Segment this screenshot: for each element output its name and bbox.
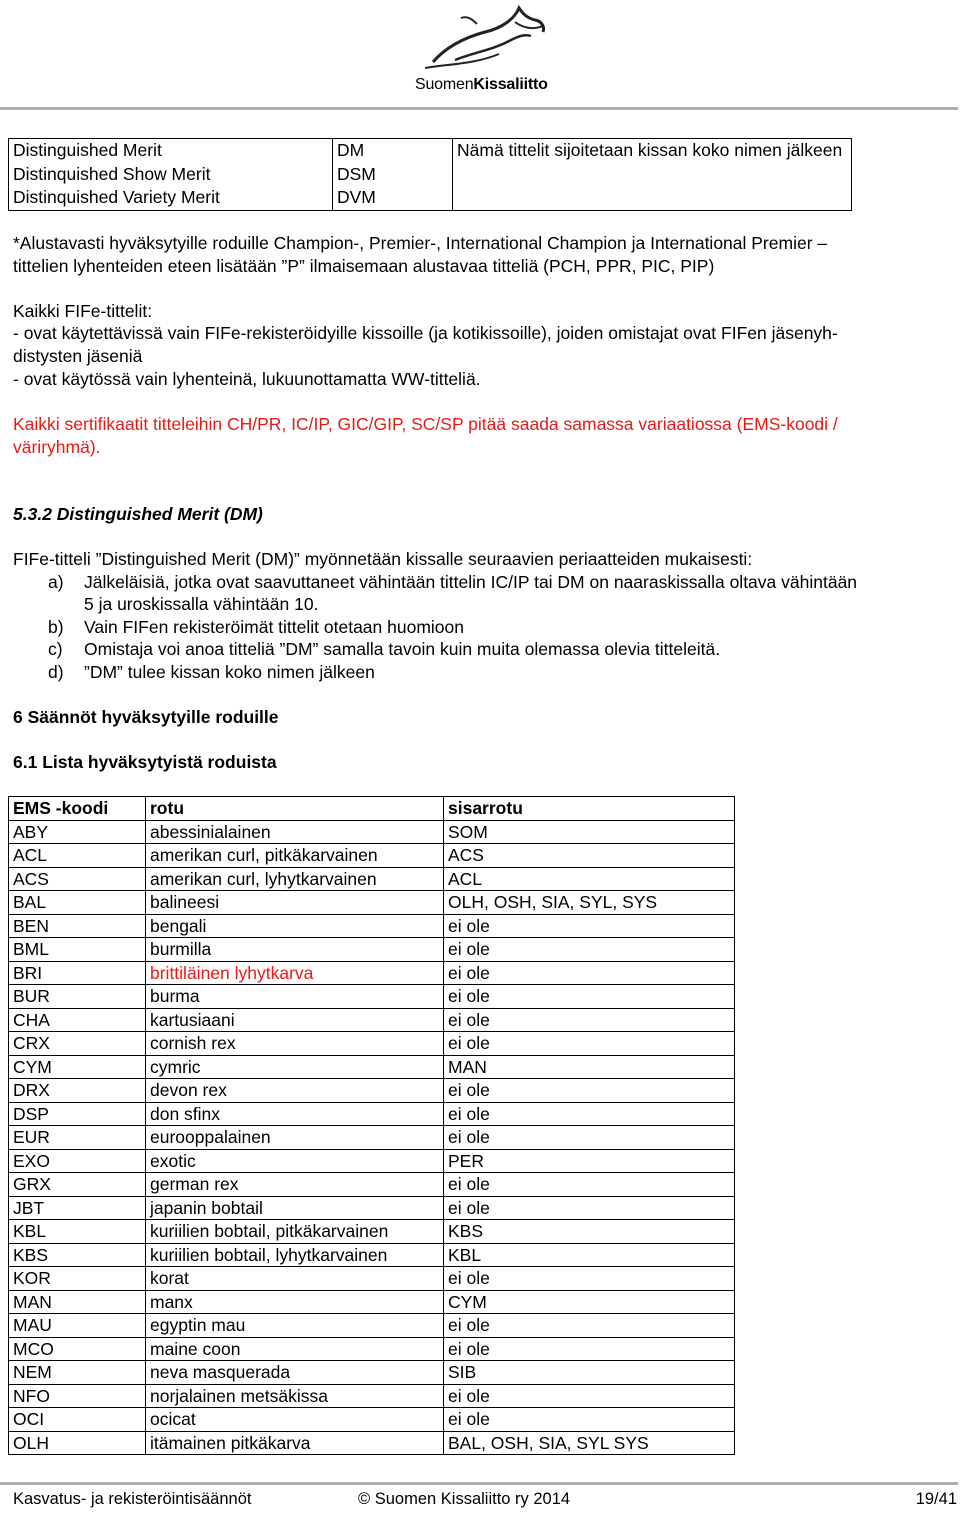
list-label: d) xyxy=(48,662,64,682)
sister-breed-cell: SOM xyxy=(444,820,735,844)
table-row xyxy=(9,1243,735,1267)
table-row xyxy=(9,867,735,891)
table-row xyxy=(9,1008,735,1032)
table-row xyxy=(9,1220,735,1244)
ems-code-cell: OLH xyxy=(9,1431,146,1455)
breed-name-cell: exotic xyxy=(146,1149,444,1173)
ems-code-cell: DSP xyxy=(9,1102,146,1126)
title-abbr: DM xyxy=(333,139,453,163)
table-row xyxy=(9,1337,735,1361)
sister-breed-cell: PER xyxy=(444,1149,735,1173)
cert-line-2: väriryhmä). xyxy=(13,437,101,457)
table-row xyxy=(9,1314,735,1338)
breed-name-cell: amerikan curl, pitkäkarvainen xyxy=(146,844,444,868)
table-row xyxy=(9,1173,735,1197)
cert-line-1: Kaikki sertifikaatit titteleihin CH/PR, IC/IP, GIC/GIP, SC/SP pitää saada samassa variaatiossa (EMS-koodi / xyxy=(13,414,838,434)
footer-rule xyxy=(0,1482,958,1485)
breed-name-cell: balineesi xyxy=(146,891,444,915)
sister-breed-cell: SIB xyxy=(444,1361,735,1385)
section-6-heading: 6 Säännöt hyväksytyille roduille xyxy=(13,707,279,727)
column-header: rotu xyxy=(146,797,444,821)
sister-breed-cell: KBL xyxy=(444,1243,735,1267)
breed-name-cell: japanin bobtail xyxy=(146,1196,444,1220)
ems-code-cell: BEN xyxy=(9,914,146,938)
ems-code-cell: NEM xyxy=(9,1361,146,1385)
column-header: sisarrotu xyxy=(444,797,735,821)
ems-code-cell: BAL xyxy=(9,891,146,915)
title-name: Distinquished Show Merit xyxy=(9,163,333,187)
table-row xyxy=(9,1126,735,1150)
table-row xyxy=(9,914,735,938)
breed-name-cell: itämainen pitkäkarva xyxy=(146,1431,444,1455)
sister-breed-cell: ACS xyxy=(444,844,735,868)
ems-code-cell: MAU xyxy=(9,1314,146,1338)
sister-breed-cell: ei ole xyxy=(444,914,735,938)
ems-code-cell: DRX xyxy=(9,1079,146,1103)
list-text: ”DM” tulee kissan koko nimen jälkeen xyxy=(84,662,375,682)
ems-code-cell: BML xyxy=(9,938,146,962)
sister-breed-cell: BAL, OSH, SIA, SYL SYS xyxy=(444,1431,735,1455)
table-row xyxy=(9,844,735,868)
cat-logo-icon xyxy=(415,4,560,76)
breed-name-cell: neva masquerada xyxy=(146,1361,444,1385)
table-row xyxy=(9,938,735,962)
footer-left: Kasvatus- ja rekisteröintisäännöt xyxy=(13,1490,252,1508)
list-label: a) xyxy=(48,572,64,592)
sister-breed-cell: KBS xyxy=(444,1220,735,1244)
table-row xyxy=(9,1384,735,1408)
breed-name-cell: kuriilien bobtail, lyhytkarvainen xyxy=(146,1243,444,1267)
breed-name-cell: abessinialainen xyxy=(146,820,444,844)
ems-code-cell: NFO xyxy=(9,1384,146,1408)
sister-breed-cell: MAN xyxy=(444,1055,735,1079)
title-name: Distinguished Merit xyxy=(9,139,333,163)
sister-breed-cell: ei ole xyxy=(444,938,735,962)
ems-code-cell: KBS xyxy=(9,1243,146,1267)
ems-code-cell: BUR xyxy=(9,985,146,1009)
table-row xyxy=(9,1431,735,1455)
sister-breed-cell: ei ole xyxy=(444,1079,735,1103)
sister-breed-cell: ei ole xyxy=(444,1314,735,1338)
ems-code-cell: KBL xyxy=(9,1220,146,1244)
provisional-line-2: tittelien lyhenteiden eteen lisätään ”P” ilmaisemaan alustavaa titteliä (PCH, PPR, PIC, PIP) xyxy=(13,256,715,276)
header-rule xyxy=(0,107,958,110)
breed-name-cell: norjalainen metsäkissa xyxy=(146,1384,444,1408)
list-text: Jälkeläisiä, jotka ovat saavuttaneet vähintään tittelin IC/IP tai DM on naaraskissalla oltava vähintään xyxy=(84,572,858,592)
ems-code-cell: KOR xyxy=(9,1267,146,1291)
ems-code-cell: ACS xyxy=(9,867,146,891)
breed-name-cell: kartusiaani xyxy=(146,1008,444,1032)
sister-breed-cell: CYM xyxy=(444,1290,735,1314)
breed-name-cell: korat xyxy=(146,1267,444,1291)
fife-line-1: - ovat käytettävissä vain FIFe-rekisteröidyille kissoille (ja kotikissoille), joiden omistajat ovat FIFen jäsenyh- xyxy=(13,323,838,343)
ems-code-cell: MCO xyxy=(9,1337,146,1361)
section-532-intro: FIFe-titteli ”Distinguished Merit (DM)” myönnetään kissalle seuraavien periaatteiden mukaisesti: xyxy=(13,549,753,569)
list-label: b) xyxy=(48,617,64,637)
sister-breed-cell: OLH, OSH, SIA, SYL, SYS xyxy=(444,891,735,915)
list-text: Vain FIFen rekisteröimät tittelit otetaan huomioon xyxy=(84,617,465,637)
breed-name-cell: devon rex xyxy=(146,1079,444,1103)
table-row xyxy=(9,1196,735,1220)
breed-name-cell: german rex xyxy=(146,1173,444,1197)
table-row xyxy=(9,961,735,985)
breed-name-cell: eurooppalainen xyxy=(146,1126,444,1150)
breed-name-cell: amerikan curl, lyhytkarvainen xyxy=(146,867,444,891)
fife-line-3: - ovat käytössä vain lyhenteinä, lukuunottamatta WW-titteliä. xyxy=(13,369,481,389)
sister-breed-cell: ei ole xyxy=(444,1196,735,1220)
sister-breed-cell: ei ole xyxy=(444,1008,735,1032)
breed-name-cell: egyptin mau xyxy=(146,1314,444,1338)
titles-table xyxy=(8,138,852,211)
fife-heading: Kaikki FIFe-tittelit: xyxy=(13,301,153,321)
sister-breed-cell: ei ole xyxy=(444,1408,735,1432)
breed-name-cell: cornish rex xyxy=(146,1032,444,1056)
breeds-table xyxy=(8,796,735,1455)
ems-code-cell: OCI xyxy=(9,1408,146,1432)
column-header: EMS -koodi xyxy=(9,797,146,821)
table-row xyxy=(9,820,735,844)
table-row xyxy=(9,1032,735,1056)
ems-code-cell: BRI xyxy=(9,961,146,985)
logo-text: SuomenKissaliitto xyxy=(415,76,548,93)
breed-name-cell: burma xyxy=(146,985,444,1009)
sister-breed-cell: ACL xyxy=(444,867,735,891)
table-row xyxy=(9,139,852,163)
ems-code-cell: MAN xyxy=(9,1290,146,1314)
provisional-line-1: *Alustavasti hyväksytyille roduille Champion-, Premier-, International Champion ja International Premier – xyxy=(13,233,828,253)
section-61-heading: 6.1 Lista hyväksytyistä roduista xyxy=(13,752,277,772)
sister-breed-cell: ei ole xyxy=(444,1126,735,1150)
table-row xyxy=(9,1408,735,1432)
ems-code-cell: CRX xyxy=(9,1032,146,1056)
table-row xyxy=(9,1361,735,1385)
breed-name-cell: ocicat xyxy=(146,1408,444,1432)
fife-line-2: distysten jäseniä xyxy=(13,346,143,366)
breed-name-cell: bengali xyxy=(146,914,444,938)
list-text: Omistaja voi anoa titteliä ”DM” samalla tavoin kuin muita olemassa olevia titteleitä. xyxy=(84,639,721,659)
table-header-row xyxy=(9,797,735,821)
ems-code-cell: JBT xyxy=(9,1196,146,1220)
footer-page-number: 19/41 xyxy=(915,1490,957,1508)
table-row xyxy=(9,1055,735,1079)
title-abbr: DVM xyxy=(333,186,453,210)
breed-name-cell: brittiläinen lyhytkarva xyxy=(146,961,444,985)
breed-name-cell: don sfinx xyxy=(146,1102,444,1126)
table-row xyxy=(9,1290,735,1314)
sister-breed-cell: ei ole xyxy=(444,1337,735,1361)
table-row xyxy=(9,1149,735,1173)
table-row xyxy=(9,891,735,915)
titles-note: Nämä tittelit sijoitetaan kissan koko nimen jälkeen xyxy=(453,139,852,211)
sister-breed-cell: ei ole xyxy=(444,1173,735,1197)
breed-name-cell: cymric xyxy=(146,1055,444,1079)
ems-code-cell: CYM xyxy=(9,1055,146,1079)
title-name: Distinquished Variety Merit xyxy=(9,186,333,210)
ems-code-cell: GRX xyxy=(9,1173,146,1197)
sister-breed-cell: ei ole xyxy=(444,1384,735,1408)
sister-breed-cell: ei ole xyxy=(444,1267,735,1291)
breed-name-cell: manx xyxy=(146,1290,444,1314)
sister-breed-cell: ei ole xyxy=(444,985,735,1009)
sister-breed-cell: ei ole xyxy=(444,1032,735,1056)
ems-code-cell: EXO xyxy=(9,1149,146,1173)
breed-name-cell: maine coon xyxy=(146,1337,444,1361)
ems-code-cell: ABY xyxy=(9,820,146,844)
sister-breed-cell: ei ole xyxy=(444,961,735,985)
logo xyxy=(415,4,560,96)
sister-breed-cell: ei ole xyxy=(444,1102,735,1126)
list-label: c) xyxy=(48,639,63,659)
breed-name-cell: burmilla xyxy=(146,938,444,962)
title-abbr: DSM xyxy=(333,163,453,187)
table-row xyxy=(9,1079,735,1103)
list-text: 5 ja uroskissalla vähintään 10. xyxy=(84,594,319,614)
table-row xyxy=(9,1102,735,1126)
ems-code-cell: ACL xyxy=(9,844,146,868)
ems-code-cell: CHA xyxy=(9,1008,146,1032)
table-row xyxy=(9,1267,735,1291)
ems-code-cell: EUR xyxy=(9,1126,146,1150)
table-row xyxy=(9,985,735,1009)
footer-center: © Suomen Kissaliitto ry 2014 xyxy=(358,1490,571,1508)
breed-name-cell: kuriilien bobtail, pitkäkarvainen xyxy=(146,1220,444,1244)
section-532-heading: 5.3.2 Distinguished Merit (DM) xyxy=(13,504,263,524)
